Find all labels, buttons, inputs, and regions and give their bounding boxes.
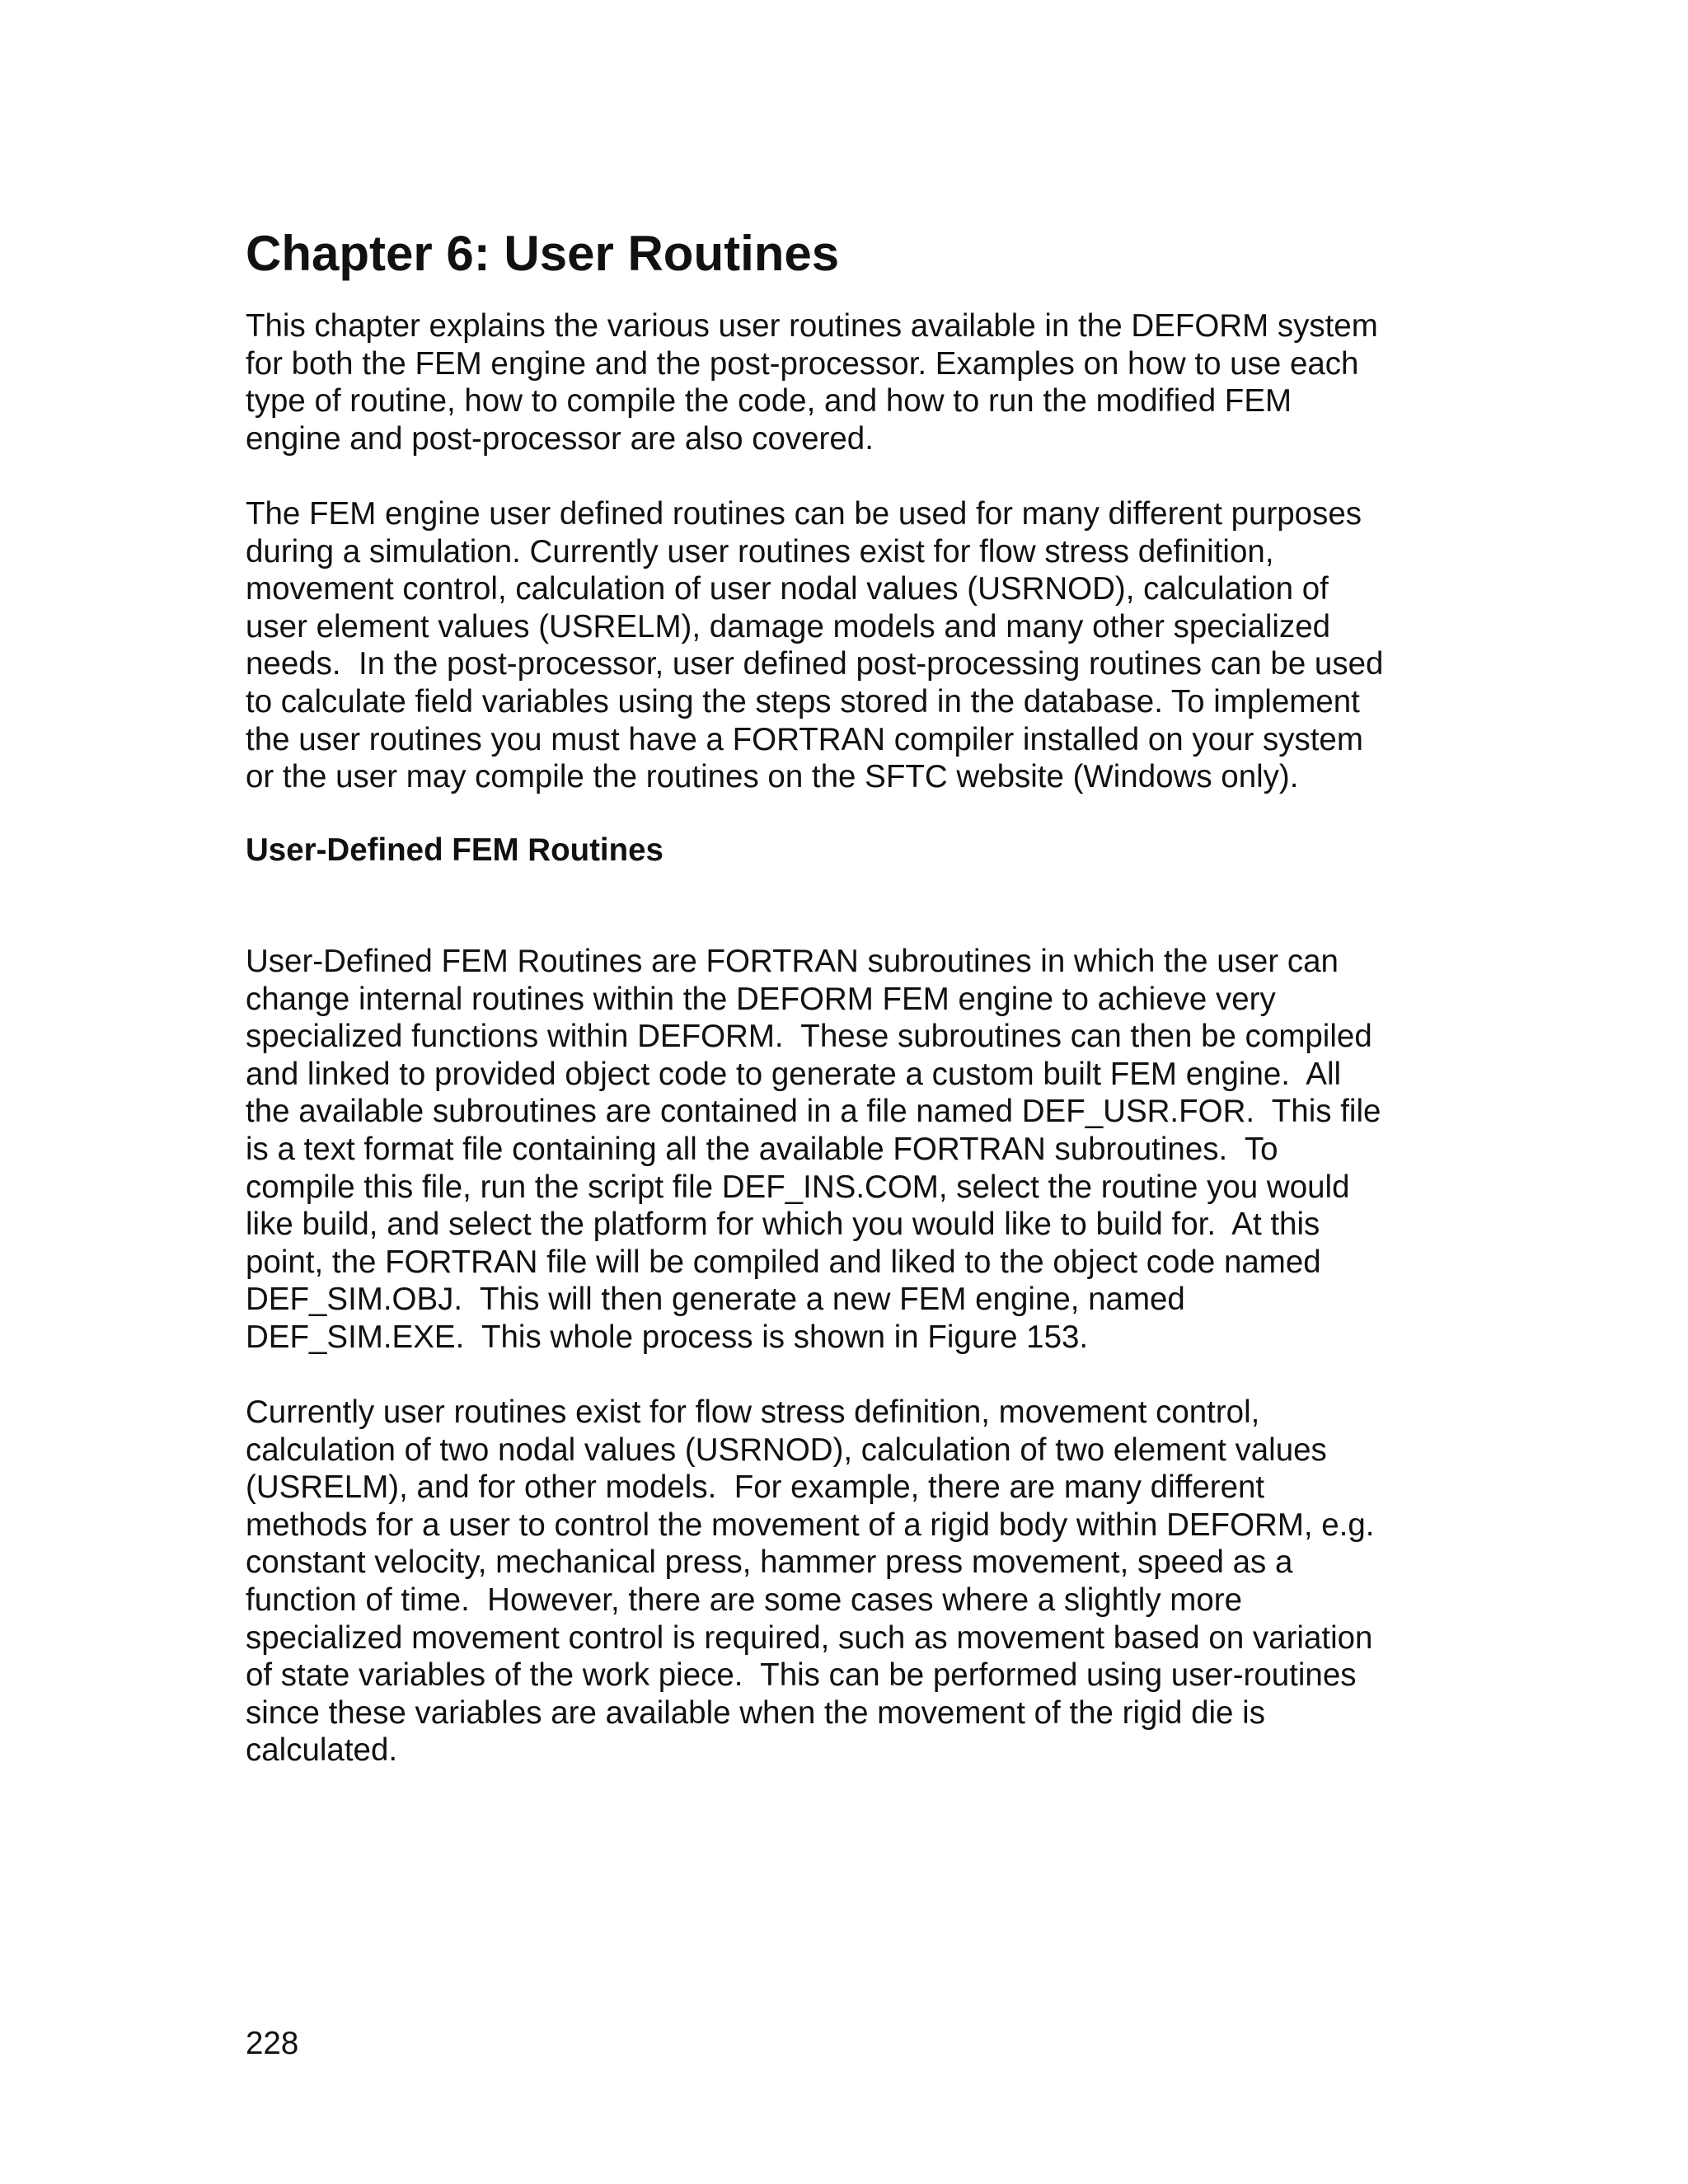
paragraph-line: constant velocity, mechanical press, hammer press movement, speed as a xyxy=(246,1544,1293,1581)
paragraph-line: or the user may compile the routines on the SFTC website (Windows only). xyxy=(246,759,1299,795)
paragraph-line: the available subroutines are contained in a file named DEF_USR.FOR. This file xyxy=(246,1094,1381,1130)
paragraph-line: is a text format file containing all the available FORTRAN subroutines. To xyxy=(246,1131,1278,1167)
section-heading: User-Defined FEM Routines xyxy=(246,832,663,868)
paragraph-line: and linked to provided object code to generate a custom built FEM engine. All xyxy=(246,1056,1342,1092)
paragraph-line: calculation of two nodal values (USRNOD), calculation of two element values xyxy=(246,1432,1327,1468)
paragraph-line: for both the FEM engine and the post-processor. Examples on how to use each xyxy=(246,345,1359,382)
paragraph-line: during a simulation. Currently user routines exist for flow stress definition, xyxy=(246,533,1274,569)
paragraph-line: function of time. However, there are some cases where a slightly more xyxy=(246,1582,1243,1618)
paragraph-line: user element values (USRELM), damage models and many other specialized xyxy=(246,608,1331,644)
paragraph-line: Currently user routines exist for flow stress definition, movement control, xyxy=(246,1394,1260,1430)
paragraph-line: of state variables of the work piece. This can be performed using user-routines xyxy=(246,1657,1357,1694)
paragraph-line: needs. In the post-processor, user defined post-processing routines can be used xyxy=(246,646,1384,682)
chapter-title: Chapter 6: User Routines xyxy=(246,226,840,281)
paragraph-line: engine and post-processor are also covered. xyxy=(246,420,874,457)
intro-paragraph xyxy=(246,307,1482,457)
paragraph-line: like build, and select the platform for which you would like to build for. At this xyxy=(246,1207,1320,1243)
paragraph-line: The FEM engine user defined routines can be used for many different purposes xyxy=(246,496,1362,532)
paragraph-line: change internal routines within the DEFORM FEM engine to achieve very xyxy=(246,981,1276,1017)
paragraph-line: methods for a user to control the movement of a rigid body within DEFORM, e.g. xyxy=(246,1507,1375,1543)
page-number: 228 xyxy=(246,2026,299,2061)
paragraph-line: DEF_SIM.OBJ. This will then generate a new FEM engine, named xyxy=(246,1282,1185,1318)
paragraph-line: to calculate field variables using the steps stored in the database. To implement xyxy=(246,683,1360,719)
paragraph-line: (USRELM), and for other models. For example, there are many different xyxy=(246,1469,1265,1506)
fem-engine-paragraph xyxy=(246,495,1482,796)
paragraph-line: User-Defined FEM Routines are FORTRAN subroutines in which the user can xyxy=(246,944,1339,979)
paragraph-line: the user routines you must have a FORTRAN compiler installed on your system xyxy=(246,721,1363,757)
movement-control-paragraph xyxy=(246,1394,1482,1769)
paragraph-line: type of routine, how to compile the code, and how to run the modified FEM xyxy=(246,383,1292,419)
paragraph-line: DEF_SIM.EXE. This whole process is shown in Figure 153. xyxy=(246,1319,1089,1355)
paragraph-line: point, the FORTRAN file will be compiled and liked to the object code named xyxy=(246,1244,1321,1280)
paragraph-line: compile this file, run the script file DEF_INS.COM, select the routine you would xyxy=(246,1169,1350,1205)
paragraph-line: calculated. xyxy=(246,1732,398,1769)
paragraph-line: This chapter explains the various user routines available in the DEFORM system xyxy=(246,308,1378,344)
paragraph-line: since these variables are available when the movement of the rigid die is xyxy=(246,1694,1265,1731)
paragraph-line: specialized movement control is required, such as movement based on variation xyxy=(246,1619,1373,1656)
paragraph-line: specialized functions within DEFORM. These subroutines can then be compiled xyxy=(246,1019,1372,1055)
user-defined-routines-paragraph xyxy=(246,943,1482,1357)
paragraph-line: movement control, calculation of user nodal values (USRNOD), calculation of xyxy=(246,571,1329,607)
